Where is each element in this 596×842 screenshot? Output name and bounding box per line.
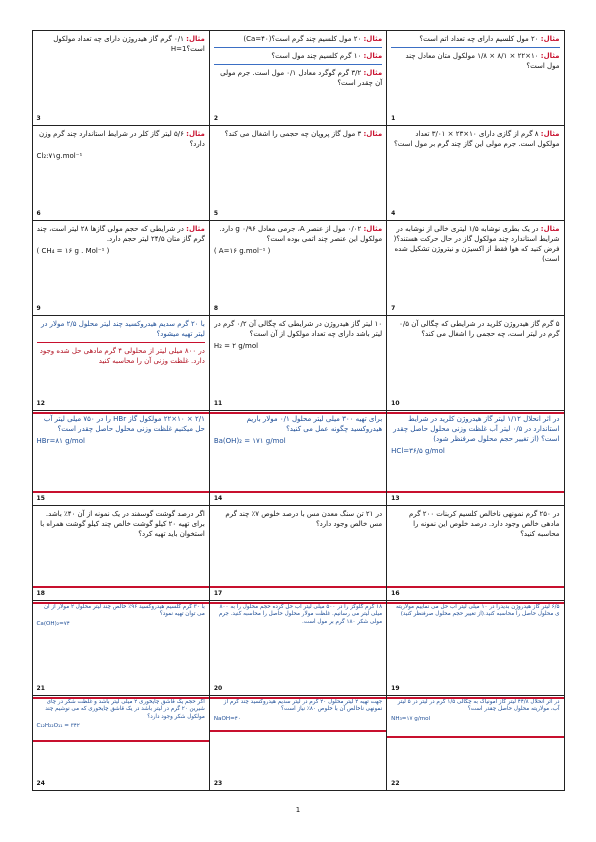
question-text: اگر حجم یک قاشق چایخوری ۲ میلی لیتر باشد و غلظت شکر در چای شیرین ۲۰ گرم در لیتر باشد در یک قاشق چایخوری که می نوشیم چند مولکول شکر وجود دارد؟ [45, 698, 205, 720]
question-text: مثال: ۳ مول گاز پروپان چه حجمی را اشغال می کند؟ [224, 129, 383, 138]
exercise-cell-3 [32, 30, 210, 126]
cell-number: 15 [36, 494, 45, 502]
exercise-cell-12 [32, 315, 210, 411]
cell-number: 11 [213, 399, 223, 407]
question-text: مثال: ۱۰ گرم کلسیم چند مول است؟ [271, 51, 383, 60]
question-text: مثال: ۲۰ مول کلسیم چند گرم است؟(Ca=۴۰) [243, 34, 383, 43]
question-text: مثال: در شرایطی که حجم مولی گازها ۲۸ لیتر است، چند گرم گاز متان ۲۴/۵ لیتر حجم دارد. [36, 224, 205, 243]
question-text: در اثر انحلال ۴۴/۸ لیتر گاز آمونیاک به چگالی ۱/۵ گرم در لیتر در ۵ لیتر آب، مولاریته محلول حاصل چقدر است؟ [397, 698, 560, 713]
formula-text: Cl₂:۷۱g.mol⁻¹ [36, 151, 83, 160]
red-rule [33, 740, 209, 742]
question-text: مثال: ۵/۶ لیتر گاز کلر در شرایط استاندارد چند گرم وزن دارد؟ [38, 129, 205, 148]
exercise-cell-6 [32, 125, 210, 221]
cell-number: 22 [391, 779, 400, 787]
red-rule [387, 736, 563, 738]
cell-number: 1 [391, 114, 396, 122]
cell-number: 5 [213, 209, 219, 217]
cell-number: 18 [36, 589, 45, 597]
question-text: ۶/۵ لیتر گاز هیدروژن بدیدرا در ۱۰ میلی لیتر آب حل می نماییم مولاریته ی محلول حاصل را محاسبه کنید.(از تغییر حجم محلول صرفنظر کنید) [395, 603, 560, 618]
red-rule [33, 412, 209, 414]
red-rule [387, 697, 563, 699]
exercise-cell-20 [209, 600, 387, 696]
cell-number: 21 [36, 684, 45, 692]
question-text: با ۲۰ گرم سدیم هیدروکسید چند لیتر محلول ۲/۵ مولار در لیتر تهیه میشود؟ [40, 319, 205, 338]
question-text: برای تهیه ۳۰۰ میلی لیتر محلول ۰/۱ مولار باریم هیدروکسید چگونه عمل می کنید؟ [246, 414, 383, 433]
cell-number: 24 [36, 779, 45, 787]
question-text: مثال: ۰/۱ گرم گاز هیدروژن دارای چه تعداد مولکول است؟H=1 [53, 34, 205, 53]
cell-number: 6 [36, 209, 41, 217]
red-rule [33, 491, 209, 493]
question-text: ۱۰ لیتر گاز هیدروژن در شرایطی که چگالی آن ۰/۲ گرم در لیتر باشد دارای چه تعداد مولکول از آن است؟ [214, 319, 383, 338]
cell-number: 14 [213, 494, 223, 502]
question-text: جهت تهیه ۲ لیتر محلول ۲۰ گرم در لیتر سدیم هیدروکسید چند گرم از نمونهی ناخالص آن با خلوص ۸۰٪ نیاز است؟ [223, 698, 383, 713]
exercise-cell-24 [32, 695, 210, 791]
question-text: ۱۸ گرم گلوکز را در ۵۰۰ میلی لیتر آب حل کرده حجم محلول را به ۸۰۰ میلی لیتر می رسانیم. غلظت مولار محلول حاصل را محاسبه کنید. جرم مولی شکر ۱۸۰ گرم بر مول است. [218, 603, 383, 625]
question-text: مثال: ۰/۰۲ مول از عنصر A، جرمی معادل ۰/۹۶ g دارد. مولکول این عنصر چند اتمی بوده است؟ [219, 224, 383, 243]
cell-number: 16 [391, 589, 400, 597]
formula-text: Ba(OH)₂ = ۱۷۱ g/mol [213, 436, 286, 445]
formula-text: NH₃=۱۷ g/mol [391, 715, 431, 722]
red-rule [210, 730, 386, 732]
exercise-cell-7 [386, 220, 564, 316]
exercise-cell-5 [209, 125, 387, 221]
cell-number: 13 [391, 494, 400, 502]
cell-number: 2 [213, 114, 219, 122]
red-rule [387, 412, 563, 414]
question-text: در ۲۱ تن سنگ معدن مس با درصد خلوص ۷٪ چند گرم مس خالص وجود دارد؟ [225, 509, 383, 528]
exercise-cell-21 [32, 600, 210, 696]
red-rule [210, 586, 386, 588]
exercise-cell-15 [32, 410, 210, 506]
question-text: مثال: ۲۰ مول کلسیم دارای چه تعداد اتم است؟ [419, 34, 560, 43]
exercise-cell-22 [386, 695, 564, 791]
question-text: در اثر انحلال ۱/۱۲ لیتر گاز هیدروژن کلرید در شرایط استاندارد در ۰/۵ لیتر آب غلظت وزنی محلول حاصل چقدر است؟ (از تغییر حجم محلول صرفنظر شود) [393, 414, 560, 443]
exercise-cell-11 [209, 315, 387, 411]
formula-text: H₂ = ۲ g/mol [213, 341, 259, 350]
exercise-cell-2 [209, 30, 387, 126]
page-number: 1 [295, 806, 301, 814]
question-text: مثال: ۳/۲ گرم گوگرد معادل ۰/۱ مول است. جرم مولی آن چقدر است؟ [220, 68, 383, 87]
red-rule [387, 491, 563, 493]
question-text: مثال: در یک بطری نوشابه ۱/۵ لیتری خالی از نوشابه در شرایط استاندارد چند مولکول گاز در حال حرکت هستند؟( فرض کنید که هوا فقط از اکسیژن و نیتروژن تشکیل شده است) [393, 224, 560, 263]
exercise-cell-19 [386, 600, 564, 696]
red-rule [33, 697, 209, 699]
exercise-cell-17 [209, 505, 387, 601]
divider [214, 64, 382, 65]
question-text: مثال: ۱۰×۲۲ × ۸/۱ × ۱/۸ مولکول متان معادل چند مول است؟ [405, 51, 560, 70]
cell-number: 3 [36, 114, 41, 122]
exercise-cell-1 [386, 30, 564, 126]
cell-number: 19 [391, 684, 400, 692]
question-text: اگر درصد گوشت گوسفند در یک نمونه از آن ۴۰٪ باشد. برای تهیه ۲۰ کیلو گوشت خالص چند کیلو گوشت همراه با استخوان باید تهیه کرد؟ [40, 509, 205, 538]
cell-number: 23 [213, 779, 223, 787]
red-rule [33, 586, 209, 588]
cell-number: 10 [391, 399, 400, 407]
question-text: در ۲۵۰ گرم نمونهی ناخالص کلسیم کربنات ۲۰۰ گرم مادهی خالص وجود دارد. درصد خلوص این نمونه را محاسبه کنید؟ [409, 509, 560, 538]
formula-text: HCl=۳۶/۵ g/mol [391, 446, 445, 455]
exercise-cell-10 [386, 315, 564, 411]
cell-number: 12 [36, 399, 45, 407]
cell-number: 9 [36, 304, 41, 312]
exercise-cell-18 [32, 505, 210, 601]
question-text: با ۳۰ گرم کلسیم هیدروکسید ۹۶٪ خالص چند لیتر محلول ۲ مولار از آن می توان تهیه نمود؟ [43, 603, 205, 618]
formula-text: HBr=۸۱ g/mol [36, 436, 85, 445]
cell-number: 7 [391, 304, 396, 312]
question-text: ۲/۱ × ۱۰×۲۲ مولکول گاز HBr را در ۷۵۰ میلی لیتر آب حل میکنیم غلظت وزنی محلول حاصل چقدر است؟ [43, 414, 205, 433]
cell-number: 4 [391, 209, 396, 217]
cell-number: 20 [213, 684, 223, 692]
red-rule [210, 412, 386, 414]
red-rule [33, 602, 209, 604]
exercise-cell-4 [386, 125, 564, 221]
formula-text: ( CH₄ = ۱۶ g . Mol⁻¹ ) [36, 246, 110, 255]
formula-text: C₁₂H₂₂O₁₁ = ۳۴۲ [36, 723, 80, 730]
exercise-cell-14 [209, 410, 387, 506]
formula-text: NaOH=۴۰ [213, 715, 241, 722]
red-rule [387, 586, 563, 588]
exercise-cell-13 [386, 410, 564, 506]
red-rule [210, 697, 386, 699]
red-rule [387, 602, 563, 604]
formula-text: ( A=۱۶ g.mol⁻¹ ) [213, 246, 271, 255]
exercise-cell-8 [209, 220, 387, 316]
question-text: ۵ گرم گاز هیدروژن کلرید در شرایطی که چگالی آن ۰/۵ گرم در لیتر است، چه حجمی را اشغال می کند؟ [399, 319, 560, 338]
exercise-cell-23 [209, 695, 387, 791]
question-text: در ۸۰۰ میلی لیتر از محلولی ۴ گرم مادهی حل شده وجود دارد. غلظت وزنی آن را محاسبه کنید [39, 346, 205, 365]
exercise-grid [32, 30, 564, 790]
divider [214, 47, 382, 48]
red-rule [210, 602, 386, 604]
cell-number: 8 [213, 304, 219, 312]
exercise-cell-16 [386, 505, 564, 601]
formula-text: Ca(OH)₂=۷۴ [36, 620, 70, 627]
red-rule [210, 491, 386, 493]
divider [37, 342, 205, 343]
cell-number: 17 [213, 589, 223, 597]
question-text: مثال: ۸ گرم از گازی دارای ۱۰×۲۳ × ۳/۰۱ تعداد مولکول است. جرم مولی این گاز چند گرم بر مول است؟ [394, 129, 560, 148]
exercise-cell-9 [32, 220, 210, 316]
divider [391, 47, 559, 48]
